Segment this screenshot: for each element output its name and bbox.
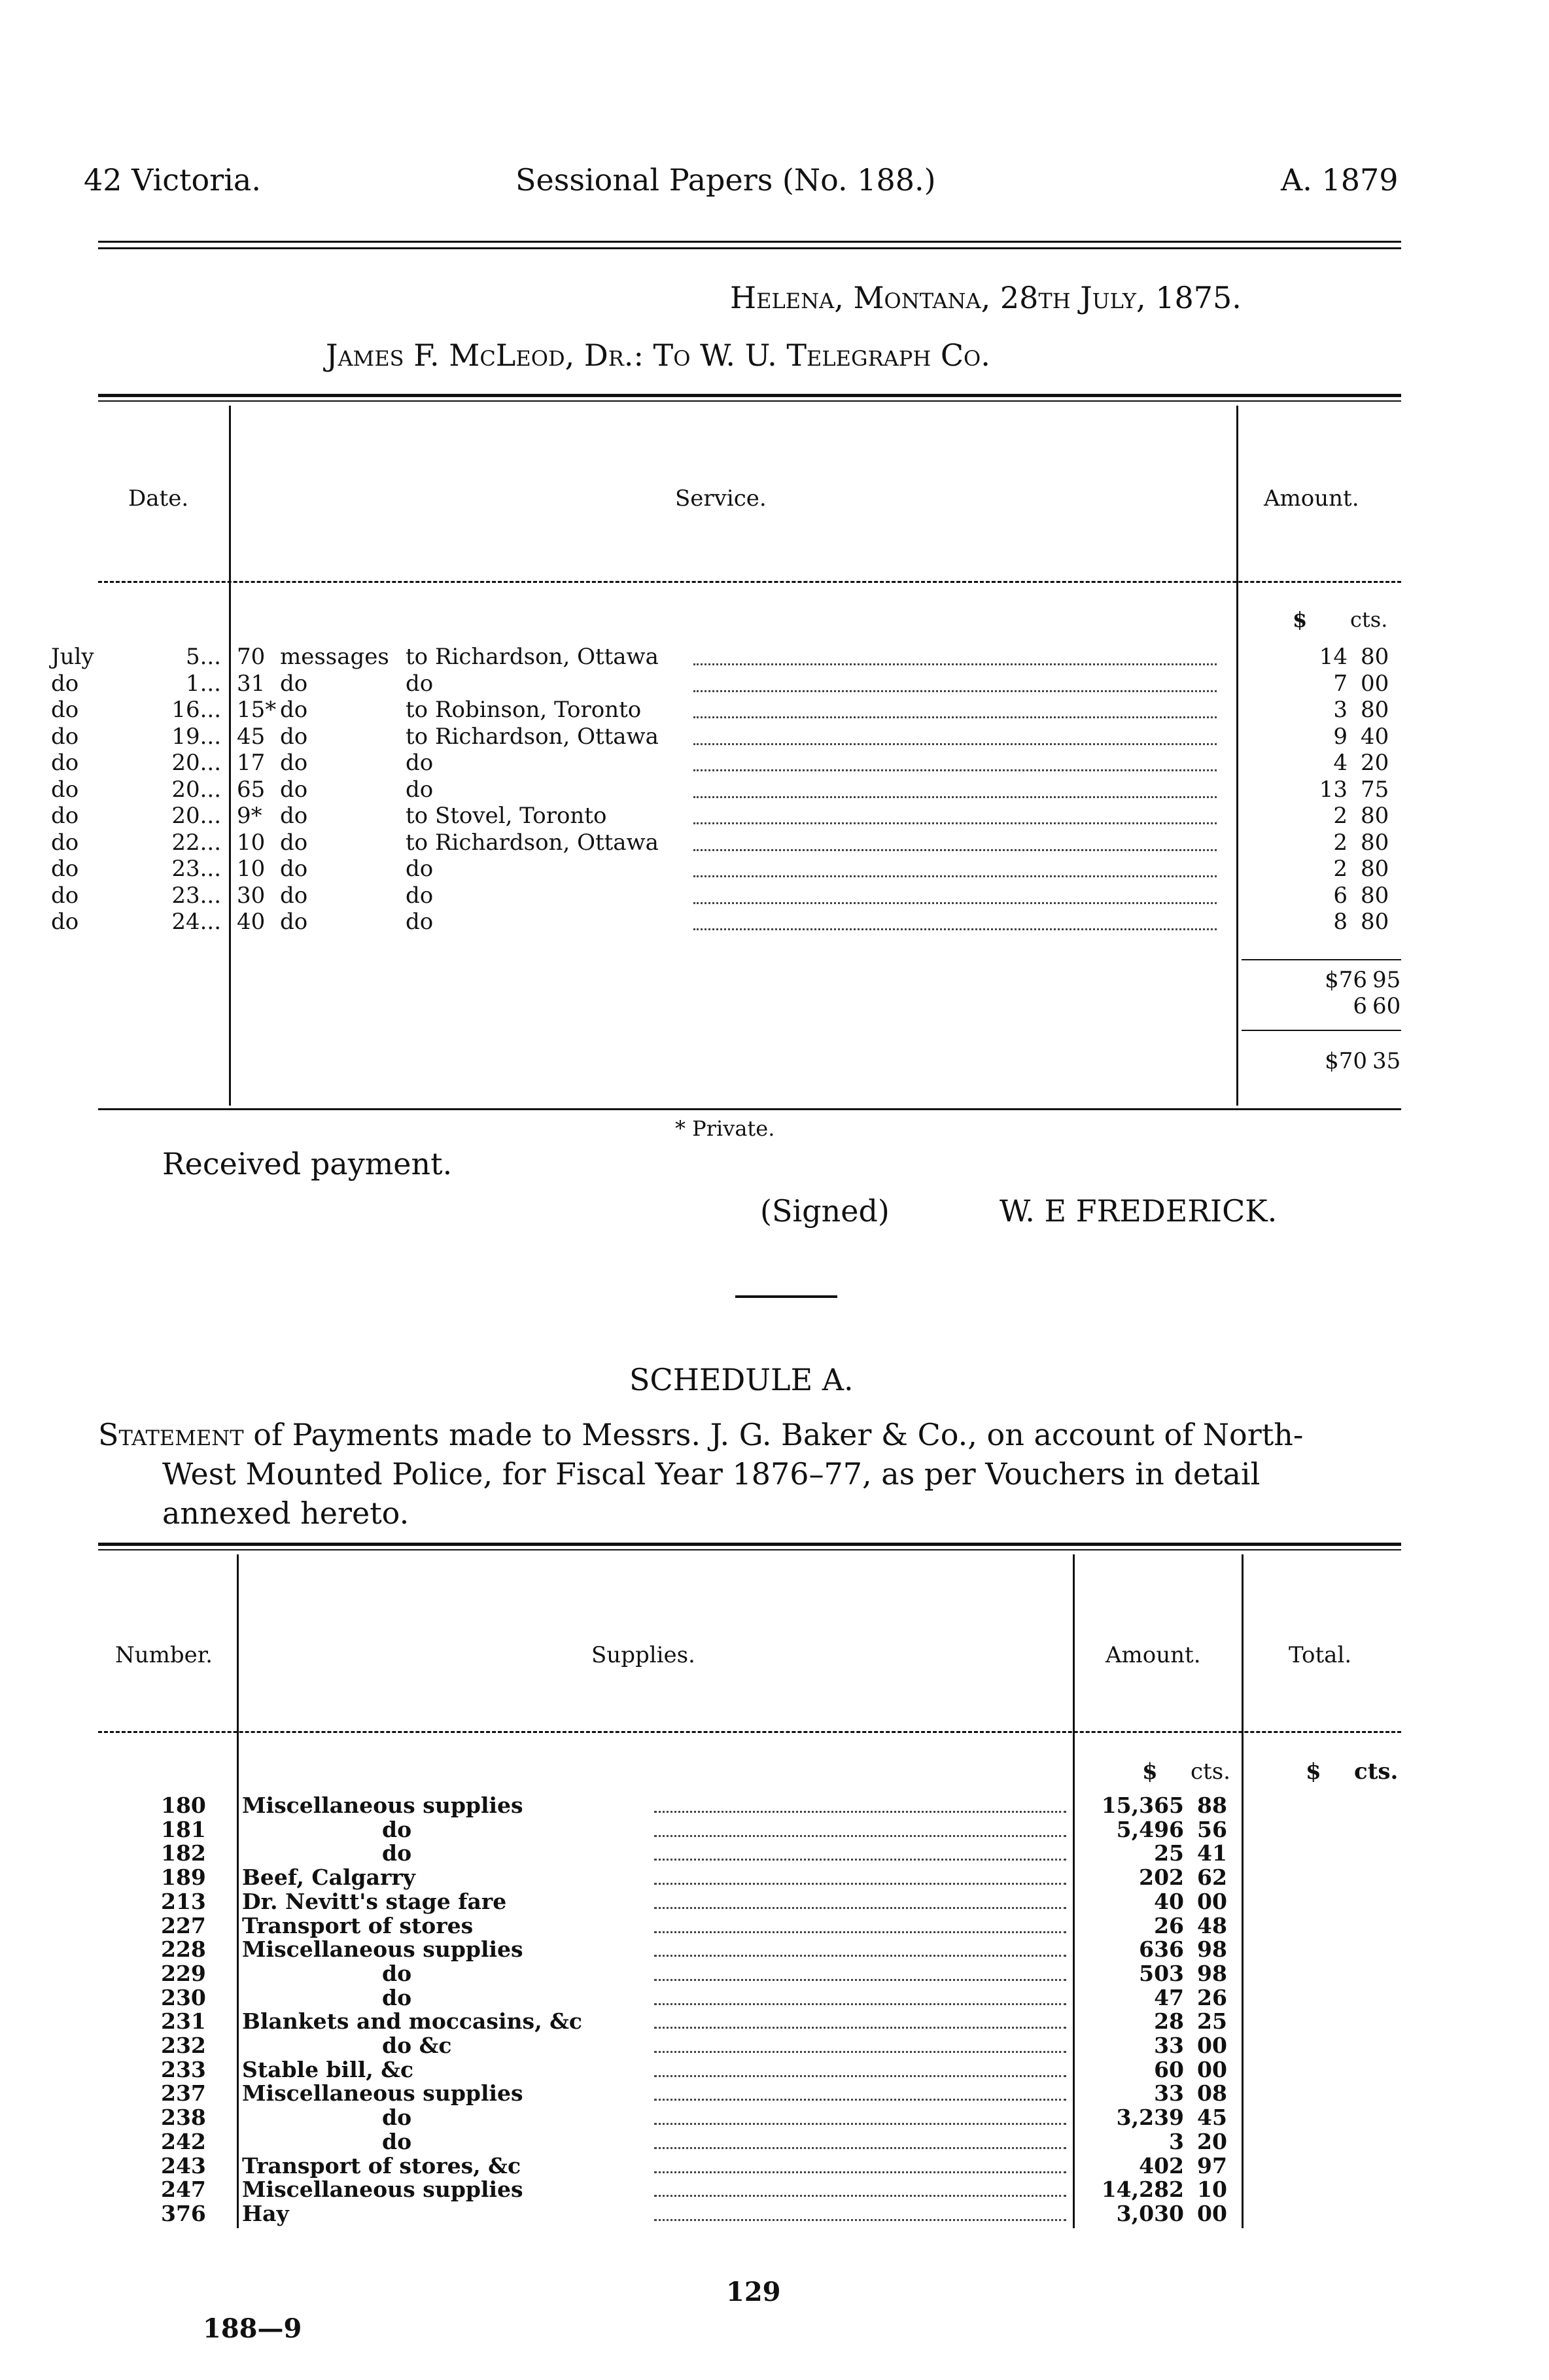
schedule-row-dollars: 40 xyxy=(1154,1888,1184,1914)
schedule-row-supply: Miscellaneous supplies xyxy=(242,1936,523,1963)
invoice-row-cents: 80 xyxy=(1361,697,1389,723)
schedule-row-dollars: 33 xyxy=(1154,2033,1184,2058)
invoice-row-destination: do xyxy=(406,670,434,697)
invoice-row-day: 23... xyxy=(171,882,221,909)
schedule-row-supply: Stable bill, &c xyxy=(242,2056,414,2082)
schedule-row-cents: 20 xyxy=(1197,2128,1227,2154)
dot-leader xyxy=(693,875,1217,877)
schedule-row-dollars: 33 xyxy=(1154,2080,1184,2107)
schedule-row-dollars: 60 xyxy=(1154,2056,1184,2082)
schedule-row-number: 227 xyxy=(161,1912,206,1938)
schedule-row-cents: 00 xyxy=(1197,1888,1227,1914)
schedule-row-supply: do xyxy=(382,1840,412,1866)
schedule-row-dollars: 5,496 xyxy=(1116,1816,1184,1842)
invoice-row-cents: 80 xyxy=(1361,909,1389,935)
invoice-row-destination: to Stovel, Toronto xyxy=(406,803,607,829)
invoice-row-cents: 40 xyxy=(1361,723,1389,750)
invoice-row-destination: to Richardson, Ottawa xyxy=(406,644,659,670)
dot-leader xyxy=(654,2051,1066,2053)
schedule-row-supply: do xyxy=(382,1984,412,2010)
invoice-row-dollars: 7 xyxy=(1333,670,1348,697)
invoice-subtotal-cents: 95 xyxy=(1372,967,1401,993)
invoice-row-day: 16... xyxy=(171,697,221,723)
running-head-left: 42 Victoria. xyxy=(84,162,261,198)
invoice-deduction-dollars: 6 xyxy=(1353,993,1367,1019)
schedule-row-number: 213 xyxy=(161,1888,206,1914)
invoice-row-unit: do xyxy=(280,670,308,697)
schedule-statement-line-2: West Mounted Police, for Fiscal Year 1876–77, as per Vouchers in detail xyxy=(162,1456,1261,1492)
schedule-row-supply: Miscellaneous supplies xyxy=(242,1793,523,1818)
schedule-row-dollars: 15,365 xyxy=(1101,1793,1184,1818)
schedule-row-number: 229 xyxy=(161,1960,206,1986)
invoice-row-unit: messages xyxy=(280,644,389,670)
schedule-row-cents: 48 xyxy=(1197,1912,1227,1938)
schedule-row-supply: do xyxy=(382,1960,412,1986)
dot-leader xyxy=(693,849,1217,851)
schedule-row-supply: Miscellaneous supplies xyxy=(242,2177,523,2203)
invoice-row-cents: 80 xyxy=(1361,644,1389,670)
invoice-row-month: do xyxy=(51,723,79,750)
dot-leader xyxy=(693,663,1217,665)
invoice-row-unit: do xyxy=(280,697,308,723)
schedule-total-cents: cts. xyxy=(1354,1759,1399,1785)
invoice-row-count: 15* xyxy=(237,697,277,723)
schedule-row-number: 230 xyxy=(161,1984,206,2010)
invoice-row-dollars: 8 xyxy=(1333,909,1348,935)
invoice-row-day: 22... xyxy=(171,829,221,856)
schedule-row-dollars: 28 xyxy=(1154,2008,1184,2035)
schedule-row-number: 189 xyxy=(161,1864,206,1891)
schedule-row-cents: 00 xyxy=(1197,2056,1227,2082)
invoice-row-count: 45 xyxy=(237,723,266,750)
schedule-row-number: 237 xyxy=(161,2080,206,2107)
invoice-row xyxy=(0,750,1549,776)
invoice-header-divider xyxy=(98,581,1401,583)
dot-leader xyxy=(654,1955,1066,1957)
invoice-row-dollars: 9 xyxy=(1333,723,1348,750)
dot-leader xyxy=(654,1931,1066,1933)
dot-leader xyxy=(693,902,1217,904)
dot-leader xyxy=(693,690,1217,692)
invoice-row-day: 19... xyxy=(171,723,221,750)
invoice-table-rule-top-thin xyxy=(98,400,1401,402)
schedule-row-supply: Miscellaneous supplies xyxy=(242,2080,523,2107)
invoice-col-date: Date. xyxy=(128,485,189,512)
invoice-row-count: 17 xyxy=(237,750,266,776)
schedule-row xyxy=(0,2008,1549,2035)
invoice-row-unit: do xyxy=(280,856,308,882)
schedule-col-amount: Amount. xyxy=(1105,1642,1201,1668)
schedule-row-dollars: 14,282 xyxy=(1101,2177,1184,2203)
invoice-row-month: July xyxy=(51,644,94,670)
dot-leader xyxy=(654,2099,1066,2101)
dot-leader xyxy=(654,2219,1066,2221)
invoice-row-destination: do xyxy=(406,882,434,909)
invoice-table-rule-top xyxy=(98,394,1401,397)
invoice-row-unit: do xyxy=(280,803,308,829)
schedule-row xyxy=(0,1840,1549,1866)
schedule-row-dollars: 503 xyxy=(1139,1960,1184,1986)
schedule-row-number: 231 xyxy=(161,2008,206,2035)
invoice-row-destination: do xyxy=(406,909,434,935)
invoice-row-month: do xyxy=(51,882,79,909)
schedule-col-supplies: Supplies. xyxy=(591,1642,695,1668)
schedule-row xyxy=(0,2057,1549,2083)
schedule-row-cents: 00 xyxy=(1197,2033,1227,2058)
schedule-row-cents: 41 xyxy=(1197,1840,1227,1866)
running-head-right: A. 1879 xyxy=(1281,162,1399,198)
invoice-row-dollars: 2 xyxy=(1333,803,1348,829)
dot-leader xyxy=(654,2075,1066,2077)
schedule-row-supply: Transport of stores xyxy=(242,1912,474,1938)
invoice-row-unit: do xyxy=(280,750,308,776)
dot-leader xyxy=(693,796,1217,798)
schedule-row-cents: 26 xyxy=(1197,1984,1227,2010)
invoice-row-count: 9* xyxy=(237,803,262,829)
dot-leader xyxy=(654,2147,1066,2149)
invoice-row-dollars: 3 xyxy=(1333,697,1348,723)
invoice-row xyxy=(0,856,1549,882)
invoice-row-cents: 20 xyxy=(1361,750,1389,776)
invoice-row-cents: 80 xyxy=(1361,856,1389,882)
schedule-row xyxy=(0,1817,1549,1843)
invoice-row-count: 10 xyxy=(237,829,266,856)
invoice-row-unit: do xyxy=(280,909,308,935)
schedule-row xyxy=(0,2080,1549,2107)
invoice-subtotal-rule xyxy=(1242,959,1401,960)
invoice-row-month: do xyxy=(51,670,79,697)
invoice-row-cents: 75 xyxy=(1361,776,1389,803)
schedule-row-number: 181 xyxy=(161,1816,206,1842)
schedule-row-number: 233 xyxy=(161,2056,206,2082)
schedule-table-rule-top-thin xyxy=(98,1549,1401,1550)
schedule-row-supply: Hay xyxy=(242,2200,289,2226)
schedule-row xyxy=(0,2153,1549,2179)
invoice-row-unit: do xyxy=(280,829,308,856)
invoice-row-cents: 00 xyxy=(1361,670,1389,697)
invoice-row-day: 23... xyxy=(171,856,221,882)
dot-leader xyxy=(693,928,1217,930)
schedule-row xyxy=(0,2105,1549,2131)
invoice-row-cents: 80 xyxy=(1361,829,1389,856)
invoice-row-count: 10 xyxy=(237,856,266,882)
statement-line-1-text: of Payments made to Messrs. J. G. Baker & Co., on account of North- xyxy=(243,1417,1304,1452)
invoice-footnote: * Private. xyxy=(675,1116,775,1141)
invoice-total-rule xyxy=(1242,1030,1401,1031)
dot-leader xyxy=(654,1907,1066,1909)
dot-leader xyxy=(654,1979,1066,1981)
schedule-row xyxy=(0,2129,1549,2155)
invoice-row-dollars: 6 xyxy=(1333,882,1348,909)
invoice-row-day: 20... xyxy=(171,750,221,776)
invoice-row-month: do xyxy=(51,750,79,776)
dot-leader xyxy=(654,2027,1066,2029)
schedule-row-cents: 00 xyxy=(1197,2200,1227,2226)
schedule-row-cents: 98 xyxy=(1197,1960,1227,1986)
invoice-subtotal-dollars: $76 xyxy=(1325,967,1367,993)
schedule-row-cents: 25 xyxy=(1197,2008,1227,2035)
invoice-row xyxy=(0,671,1549,697)
page-number: 129 xyxy=(726,2277,781,2307)
invoice-deduction-cents: 60 xyxy=(1372,993,1401,1019)
schedule-row xyxy=(0,2201,1549,2227)
dot-leader xyxy=(654,1835,1066,1837)
invoice-row-count: 31 xyxy=(237,670,266,697)
dot-leader xyxy=(654,1859,1066,1861)
invoice-row-count: 65 xyxy=(237,776,266,803)
schedule-row-number: 247 xyxy=(161,2177,206,2203)
schedule-row-cents: 97 xyxy=(1197,2152,1227,2179)
schedule-row xyxy=(0,1961,1549,1987)
invoice-cents-label: cts. xyxy=(1350,607,1388,632)
schedule-row-dollars: 26 xyxy=(1154,1912,1184,1938)
schedule-row-cents: 62 xyxy=(1197,1864,1227,1891)
schedule-row-supply: Transport of stores, &c xyxy=(242,2152,521,2179)
invoice-row-day: 1... xyxy=(185,670,221,697)
invoice-row-day: 20... xyxy=(171,803,221,829)
schedule-row-number: 243 xyxy=(161,2152,206,2179)
invoice-row xyxy=(0,883,1549,909)
running-head-center: Sessional Papers (No. 188.) xyxy=(515,162,936,198)
schedule-col-number: Number. xyxy=(115,1642,213,1668)
section-separator xyxy=(735,1295,837,1298)
invoice-row xyxy=(0,803,1549,829)
invoice-dollar-sign: $ xyxy=(1293,607,1308,632)
invoice-col-amount: Amount. xyxy=(1264,485,1359,512)
header-rule-top xyxy=(98,241,1401,243)
invoice-row xyxy=(0,777,1549,803)
invoice-row-destination: to Richardson, Ottawa xyxy=(406,829,659,856)
schedule-statement-line-1 xyxy=(98,1417,1303,1452)
schedule-row-number: 182 xyxy=(161,1840,206,1866)
schedule-statement-line-3: annexed hereto. xyxy=(162,1496,409,1531)
dot-leader xyxy=(654,2171,1066,2173)
invoice-row xyxy=(0,830,1549,856)
invoice-row-unit: do xyxy=(280,882,308,909)
invoice-row-month: do xyxy=(51,697,79,723)
invoice-row-unit: do xyxy=(280,723,308,750)
schedule-row-supply: do xyxy=(382,2128,412,2154)
dot-leader xyxy=(693,822,1217,824)
invoice-row-month: do xyxy=(51,803,79,829)
schedule-row-number: 180 xyxy=(161,1793,206,1818)
dot-leader xyxy=(654,2195,1066,2197)
schedule-row xyxy=(0,1864,1549,1891)
schedule-row-dollars: 636 xyxy=(1139,1936,1184,1963)
invoice-row-dollars: 4 xyxy=(1333,750,1348,776)
invoice-row-unit: do xyxy=(280,776,308,803)
invoice-row-month: do xyxy=(51,909,79,935)
invoice-row-destination: do xyxy=(406,856,434,882)
schedule-row-cents: 08 xyxy=(1197,2080,1227,2107)
invoice-total-dollars: $70 xyxy=(1325,1048,1367,1074)
dot-leader xyxy=(654,2123,1066,2125)
invoice-row xyxy=(0,644,1549,670)
schedule-amount-cents: cts. xyxy=(1191,1759,1230,1785)
schedule-row xyxy=(0,1936,1549,1963)
invoice-row-destination: do xyxy=(406,776,434,803)
signature-mark: 188—9 xyxy=(203,2313,302,2344)
schedule-title: SCHEDULE A. xyxy=(629,1362,854,1397)
schedule-row-cents: 56 xyxy=(1197,1816,1227,1842)
schedule-row xyxy=(0,1985,1549,2011)
schedule-row-supply: Blankets and moccasins, &c xyxy=(242,2008,582,2035)
schedule-row xyxy=(0,2033,1549,2059)
statement-lead-word: Statement xyxy=(98,1417,244,1452)
invoice-row-dollars: 14 xyxy=(1319,644,1348,670)
schedule-row-supply: Beef, Calgarry xyxy=(242,1864,415,1891)
dot-leader xyxy=(654,1811,1066,1813)
schedule-amount-dollar: $ xyxy=(1142,1759,1158,1785)
invoice-received: Received payment. xyxy=(162,1146,453,1181)
invoice-row-day: 5... xyxy=(185,644,221,670)
invoice-row xyxy=(0,724,1549,750)
schedule-row-dollars: 3 xyxy=(1169,2128,1184,2154)
invoice-total-cents: 35 xyxy=(1372,1048,1401,1074)
schedule-row-dollars: 47 xyxy=(1154,1984,1184,2010)
invoice-row-dollars: 2 xyxy=(1333,829,1348,856)
invoice-row-destination: to Richardson, Ottawa xyxy=(406,723,659,750)
schedule-row-number: 376 xyxy=(161,2200,206,2226)
invoice-signed-label: (Signed) xyxy=(760,1193,890,1229)
schedule-row-cents: 10 xyxy=(1197,2177,1227,2203)
invoice-signer: W. E FREDERICK. xyxy=(1000,1193,1278,1229)
invoice-row-month: do xyxy=(51,856,79,882)
schedule-row-supply: do xyxy=(382,2105,412,2131)
schedule-row xyxy=(0,1793,1549,1819)
schedule-row-cents: 98 xyxy=(1197,1936,1227,1963)
invoice-row-dollars: 13 xyxy=(1319,776,1348,803)
schedule-row-number: 238 xyxy=(161,2105,206,2131)
invoice-row-month: do xyxy=(51,829,79,856)
invoice-row-destination: do xyxy=(406,750,434,776)
schedule-row-dollars: 3,030 xyxy=(1116,2200,1184,2226)
dot-leader xyxy=(654,1883,1066,1885)
invoice-row xyxy=(0,909,1549,935)
schedule-total-dollar: $ xyxy=(1306,1759,1321,1785)
schedule-row xyxy=(0,2177,1549,2203)
invoice-row-destination: to Robinson, Toronto xyxy=(406,697,642,723)
invoice-row-count: 30 xyxy=(237,882,266,909)
dot-leader xyxy=(654,2003,1066,2005)
dot-leader xyxy=(693,769,1217,771)
invoice-row-count: 70 xyxy=(237,644,266,670)
schedule-row-number: 228 xyxy=(161,1936,206,1963)
invoice-row xyxy=(0,697,1549,723)
schedule-row-dollars: 25 xyxy=(1154,1840,1184,1866)
schedule-row-dollars: 3,239 xyxy=(1116,2105,1184,2131)
header-rule-bottom xyxy=(98,247,1401,249)
invoice-to-line: James F. McLeod, Dr.: To W. U. Telegraph Co. xyxy=(326,338,990,373)
invoice-row-cents: 80 xyxy=(1361,882,1389,909)
invoice-row-cents: 80 xyxy=(1361,803,1389,829)
dot-leader xyxy=(693,743,1217,745)
dot-leader xyxy=(693,716,1217,718)
invoice-row-day: 24... xyxy=(171,909,221,935)
invoice-row-day: 20... xyxy=(171,776,221,803)
invoice-table-rule-bottom xyxy=(98,1108,1401,1110)
schedule-row-supply: Dr. Nevitt's stage fare xyxy=(242,1888,507,1914)
invoice-row-dollars: 2 xyxy=(1333,856,1348,882)
schedule-table-rule-top xyxy=(98,1543,1401,1546)
schedule-row-cents: 88 xyxy=(1197,1793,1227,1818)
schedule-row-supply: do &c xyxy=(382,2033,452,2058)
invoice-row-month: do xyxy=(51,776,79,803)
schedule-header-divider xyxy=(98,1731,1401,1733)
schedule-row-supply: do xyxy=(382,1816,412,1842)
invoice-row-count: 40 xyxy=(237,909,266,935)
schedule-row-dollars: 202 xyxy=(1139,1864,1184,1891)
schedule-row-cents: 45 xyxy=(1197,2105,1227,2131)
invoice-place-date: Helena, Montana, 28th July, 1875. xyxy=(730,280,1242,315)
schedule-row xyxy=(0,1889,1549,1915)
schedule-row-number: 242 xyxy=(161,2128,206,2154)
schedule-col-total: Total. xyxy=(1289,1642,1352,1668)
invoice-col-service: Service. xyxy=(675,485,767,512)
schedule-row-number: 232 xyxy=(161,2033,206,2058)
schedule-row xyxy=(0,1913,1549,1939)
schedule-row-dollars: 402 xyxy=(1139,2152,1184,2179)
